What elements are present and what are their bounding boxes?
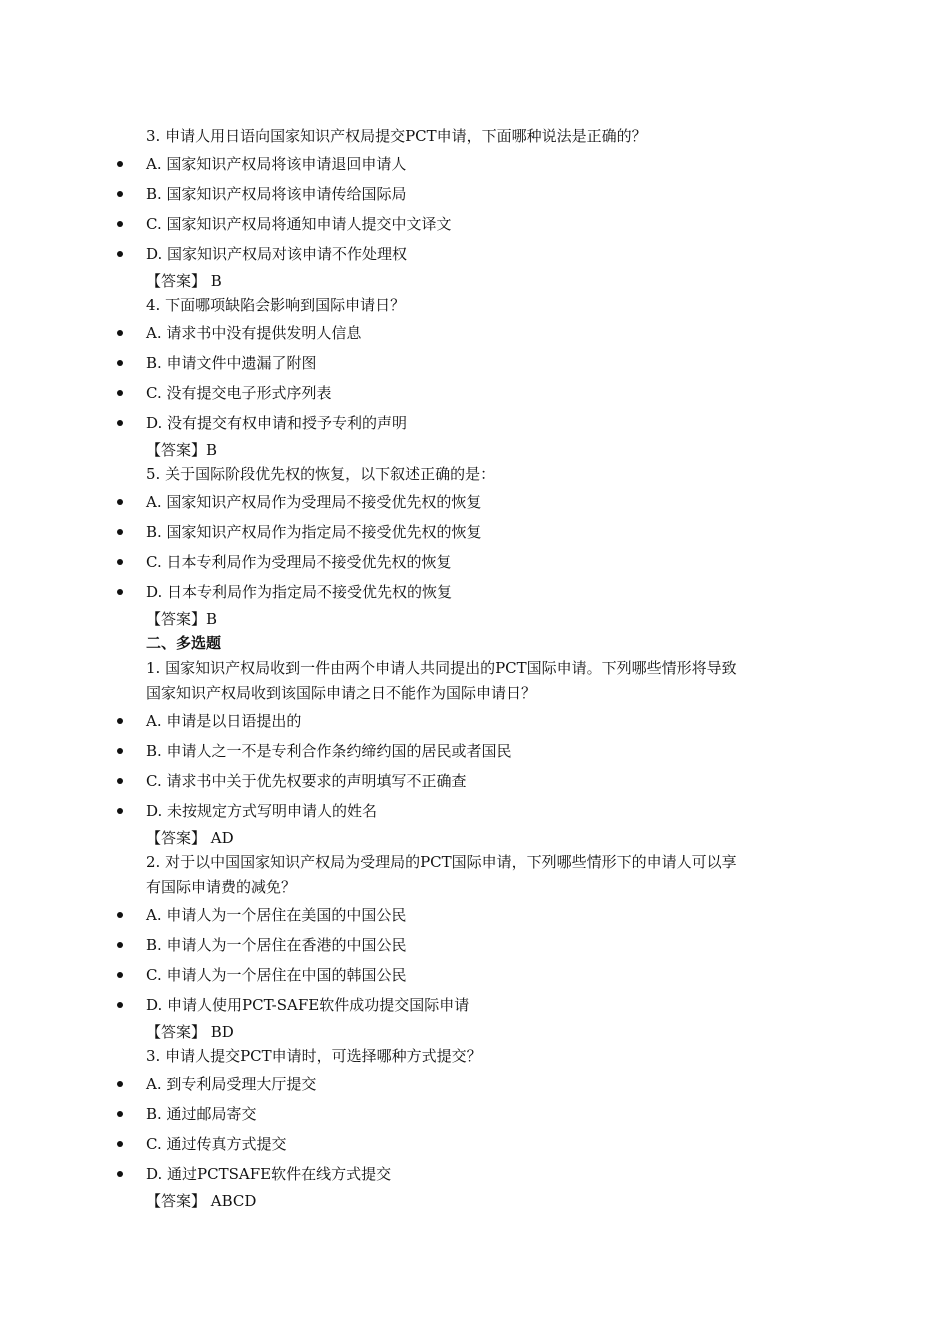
line-text: D. 日本专利局作为指定局不接受优先权的恢复 [146,583,453,601]
answer-option [0,736,950,766]
line-text: 4. 下面哪项缺陷会影响到国际申请日？ [146,296,406,314]
answer-option [0,239,950,269]
bullet-icon [117,748,123,754]
line-text: C. 通过传真方式提交 [146,1135,287,1153]
answer-option [0,796,950,826]
bullet-icon [117,942,123,948]
answer-option [0,149,950,179]
line-text: 【答案】B [146,610,218,628]
answer-option [0,318,950,348]
line-text: 国家知识产权局收到该国际申请之日不能作为国际申请日？ [146,684,537,702]
bullet-icon [117,1111,123,1117]
answer-option [0,1099,950,1129]
question-text [0,124,950,149]
line-text: B. 申请人之一不是专利合作条约缔约国的居民或者国民 [146,742,512,760]
answer-option [0,766,950,796]
bullet-icon [117,251,123,257]
bullet-icon [117,808,123,814]
line-text: C. 国家知识产权局将通知申请人提交中文译文 [146,215,452,233]
answer-option [0,1159,950,1189]
line-text: C. 日本专利局作为受理局不接受优先权的恢复 [146,553,452,571]
question-text [0,293,950,318]
line-text: D. 没有提交有权申请和授予专利的声明 [146,414,408,432]
line-text: 有国际申请费的减免？ [146,878,297,896]
question-text [0,1044,950,1069]
answer-option [0,517,950,547]
question-text-continued [0,681,950,706]
bullet-icon [117,1002,123,1008]
line-text: 2. 对于以中国国家知识产权局为受理局的PCT国际申请，下列哪些情形下的申请人可以享 [146,853,737,871]
line-text: 【答案】B [146,441,218,459]
bullet-icon [117,559,123,565]
line-text: A. 国家知识产权局作为受理局不接受优先权的恢复 [146,493,482,511]
line-text: 【答案】 AD [146,829,234,847]
document-body [0,124,950,1213]
question-text-continued [0,875,950,900]
answer-option [0,960,950,990]
bullet-icon [117,221,123,227]
line-text: C. 没有提交电子形式序列表 [146,384,332,402]
question-text [0,850,950,875]
line-text: 【答案】 ABCD [146,1192,257,1210]
line-text: A. 申请人为一个居住在美国的中国公民 [146,906,407,924]
answer-option [0,706,950,736]
question-text [0,656,950,681]
bullet-icon [117,589,123,595]
answer-option [0,209,950,239]
answer-option [0,930,950,960]
answer-option [0,348,950,378]
bullet-icon [117,529,123,535]
line-text: 3. 申请人提交PCT申请时，可选择哪种方式提交？ [146,1047,482,1065]
bullet-icon [117,161,123,167]
bullet-icon [117,360,123,366]
line-text: 二、多选题 [146,634,222,652]
answer-option [0,577,950,607]
answer-option [0,1069,950,1099]
line-text: 【答案】 BD [146,1023,234,1041]
answer-key [0,607,950,631]
bullet-icon [117,1141,123,1147]
line-text: A. 请求书中没有提供发明人信息 [146,324,362,342]
bullet-icon [117,972,123,978]
line-text: D. 申请人使用PCT-SAFE软件成功提交国际申请 [146,996,470,1014]
bullet-icon [117,390,123,396]
answer-option [0,378,950,408]
line-text: D. 未按规定方式写明申请人的姓名 [146,802,378,820]
line-text: A. 国家知识产权局将该申请退回申请人 [146,155,407,173]
line-text: D. 国家知识产权局对该申请不作处理权 [146,245,408,263]
answer-key [0,1020,950,1044]
line-text: A. 到专利局受理大厅提交 [146,1075,317,1093]
line-text: B. 申请人为一个居住在香港的中国公民 [146,936,407,954]
line-text: B. 国家知识产权局将该申请传给国际局 [146,185,407,203]
line-text: A. 申请是以日语提出的 [146,712,302,730]
line-text: 5. 关于国际阶段优先权的恢复，以下叙述正确的是： [146,465,496,483]
line-text: B. 通过邮局寄交 [146,1105,257,1123]
bullet-icon [117,778,123,784]
answer-key [0,438,950,462]
answer-option [0,179,950,209]
answer-key [0,826,950,850]
answer-key [0,269,950,293]
line-text: C. 申请人为一个居住在中国的韩国公民 [146,966,407,984]
line-text: 3. 申请人用日语向国家知识产权局提交PCT申请，下面哪种说法是正确的？ [146,127,647,145]
answer-option [0,487,950,517]
bullet-icon [117,420,123,426]
section-heading [0,631,950,656]
answer-option [0,1129,950,1159]
line-text: C. 请求书中关于优先权要求的声明填写不正确查 [146,772,467,790]
line-text: B. 国家知识产权局作为指定局不接受优先权的恢复 [146,523,482,541]
answer-option [0,990,950,1020]
bullet-icon [117,912,123,918]
question-text [0,462,950,487]
bullet-icon [117,1081,123,1087]
answer-option [0,408,950,438]
bullet-icon [117,718,123,724]
answer-key [0,1189,950,1213]
line-text: B. 申请文件中遗漏了附图 [146,354,317,372]
answer-option [0,547,950,577]
bullet-icon [117,191,123,197]
line-text: 1. 国家知识产权局收到一件由两个申请人共同提出的PCT国际申请。下列哪些情形将导致 [146,659,737,677]
line-text: 【答案】 B [146,272,222,290]
bullet-icon [117,1171,123,1177]
bullet-icon [117,499,123,505]
answer-option [0,900,950,930]
bullet-icon [117,330,123,336]
line-text: D. 通过PCTSAFE软件在线方式提交 [146,1165,392,1183]
